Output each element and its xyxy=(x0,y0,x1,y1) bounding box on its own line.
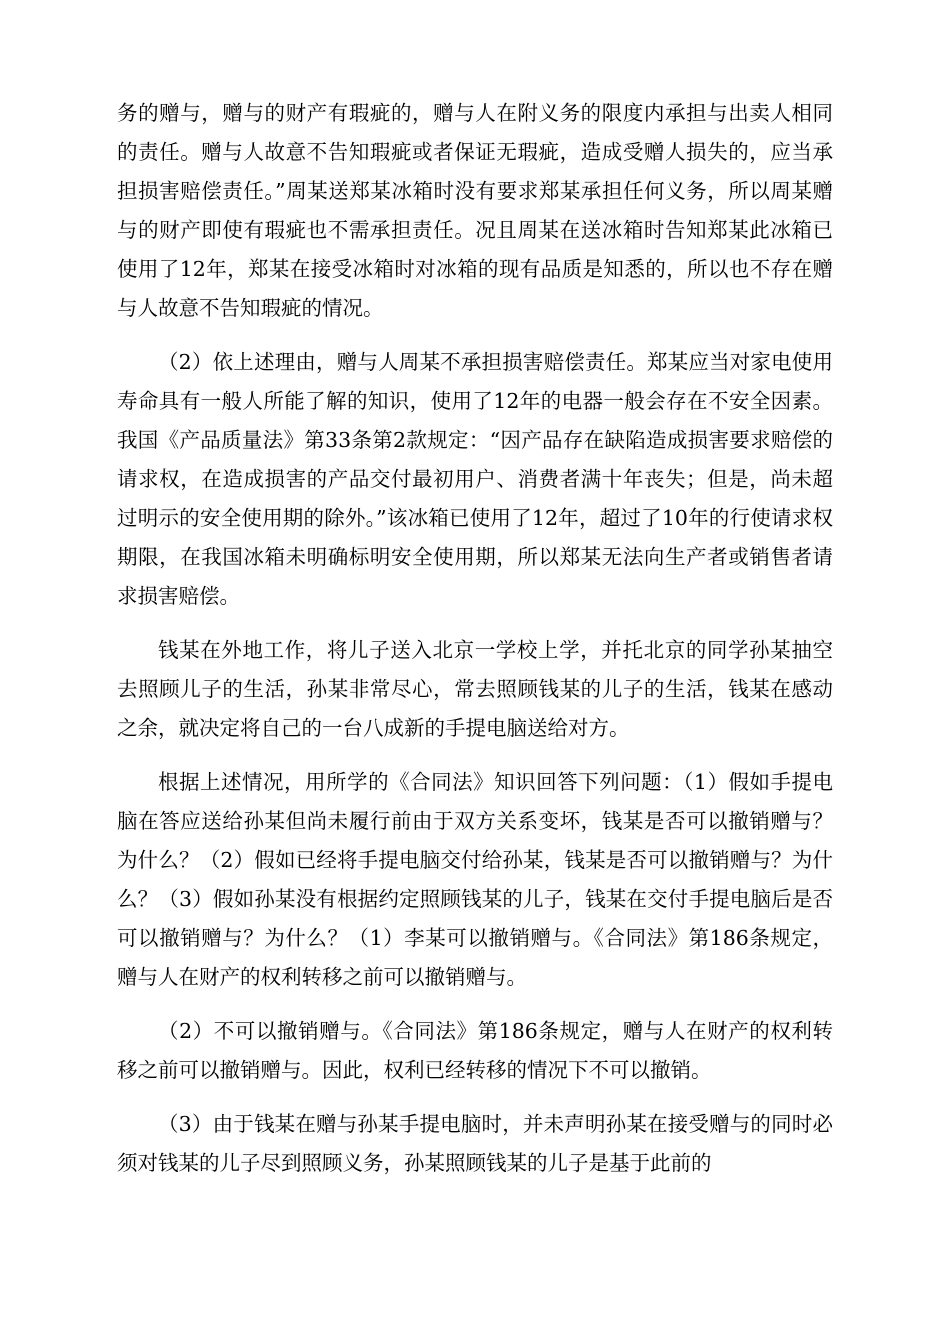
paragraph-spacing xyxy=(117,328,833,343)
paragraph-spacing xyxy=(117,748,833,763)
paragraph-spacing xyxy=(117,616,833,631)
paragraph-spacing xyxy=(117,1090,833,1105)
paragraph-spacing xyxy=(117,997,833,1012)
paragraph-case-qian-sun: 钱某在外地工作，将儿子送入北京一学校上学，并托北京的同学孙某抽空去照顾儿子的生活，孙某非常尽心，常去照顾钱某的儿子的生活，钱某在感动之余，就决定将自己的一台八成新的手提电脑送给对方。 xyxy=(117,638,833,740)
document-body xyxy=(117,94,833,1183)
paragraph-questions-and-answer-1: 根据上述情况，用所学的《合同法》知识回答下列问题：（1）假如手提电脑在答应送给孙某但尚未履行前由于双方关系变坏，钱某是否可以撤销赠与？为什么？（2）假如已经将手提电脑交付给孙某，钱某是否可以撤销赠与？为什么？（3）假如孙某没有根据约定照顾钱某的儿子，钱某在交付手提电脑后是否可以撤销赠与？为什么？（1）李某可以撤销赠与。《合同法》第186条规定，赠与人在财产的权利转移之前可以撤销赠与。 xyxy=(117,770,833,989)
paragraph-answer-2: （2）不可以撤销赠与。《合同法》第186条规定，赠与人在财产的权利转移之前可以撤销赠与。因此，权利已经转移的情况下不可以撤销。 xyxy=(117,1019,833,1082)
paragraph-answer-2-product-quality: （2）依上述理由，赠与人周某不承担损害赔偿责任。郑某应当对家电使用寿命具有一般人所能了解的知识，使用了12年的电器一般会存在不安全因素。我国《产品质量法》第33条第2款规定：“因产品存在缺陷造成损害要求赔偿的请求权，在造成损害的产品交付最初用户、消费者满十年丧失；但是，尚未超过明示的安全使用期的除外。”该冰箱已使用了12年，超过了10年的行使请求权期限，在我国冰箱未明确标明安全使用期，所以郑某无法向生产者或销售者请求损害赔偿。 xyxy=(117,350,833,608)
paragraph-gift-defect-liability: 务的赠与，赠与的财产有瑕疵的，赠与人在附义务的限度内承担与出卖人相同的责任。赠与人故意不告知瑕疵或者保证无瑕疵，造成受赠人损失的，应当承担损害赔偿责任。”周某送郑某冰箱时没有要求郑某承担任何义务，所以周某赠与的财产即使有瑕疵也不需承担责任。况且周某在送冰箱时告知郑某此冰箱已使用了12年，郑某在接受冰箱时对冰箱的现有品质是知悉的，所以也不存在赠与人故意不告知瑕疵的情况。 xyxy=(117,101,833,320)
paragraph-answer-3: （3）由于钱某在赠与孙某手提电脑时，并未声明孙某在接受赠与的同时必须对钱某的儿子尽到照顾义务，孙某照顾钱某的儿子是基于此前的 xyxy=(117,1112,833,1175)
